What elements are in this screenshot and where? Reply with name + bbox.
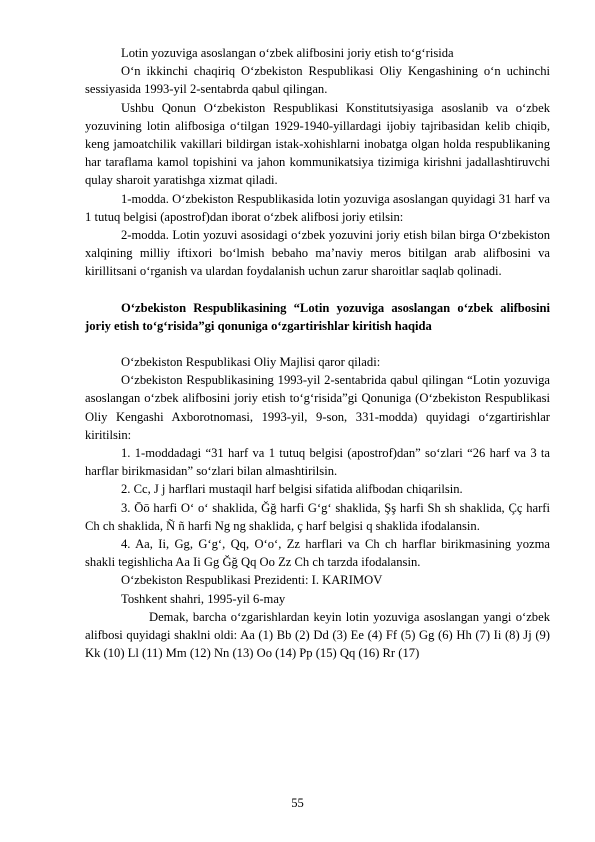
paragraph-article-1: 1-modda. O‘zbekiston Respublikasida lotin yozuviga asoslangan quyidagi 31 harf va 1 tutuq belgisi (apostrof)dan iborat o‘zbek alifbosi joriy etilsin: (85, 191, 550, 224)
signature-president: O‘zbekiston Respublikasi Prezidenti: I. KARIMOV (121, 573, 383, 588)
page-number: 55 (291, 796, 304, 810)
paragraph-new-alphabet: Demak, barcha o‘zgarishlardan keyin lotin yozuviga asoslangan yangi o‘zbek alifbosi quyidagi shaklni oldi: Aa (1) Bb (2) Dd (3) Ee (4) Ff (5) Gg (6) Hh (7) Ii (8) Jj (9) Kk (10) Ll (11) Mm (12) Nn (13) Oo (14) Pp (15) Qq (16) Rr (17) (85, 609, 550, 661)
paragraph-law-purpose: Ushbu Qonun O‘zbekiston Respublikasi Konstitutsiyasiga asoslanib va o‘zbek yozuvining lotin alifbosiga o‘tilgan 1929-1940-yillardagi ijobiy tajribasidan kelib chiqib, keng jamoatchilik vakillari bildirgan istak-xohishlarni inobatga olgan holda respublikaning har taraflama kamol topishini va jahon kommunikatsiya tizimiga kirishni jadallashtiruvchi qulay sharoit yaratishga xizmat qiladi. (85, 100, 550, 188)
paragraph-article-2: 2-modda. Lotin yozuvi asosidagi o‘zbek yozuvini joriy etish bilan birga O‘zbekiston xalqining milliy iftixori bo‘lmish bebaho ma’naviy meros bitilgan arab alifbosini va kirillitsani o‘rganish va ulardan foydalanish uchun zarur sharoitlar saqlab qolinadi. (85, 228, 550, 279)
document-page (85, 44, 550, 663)
signature-place-date: Toshkent shahri, 1995-yil 6-may (121, 591, 286, 606)
heading-law-title: Lotin yozuviga asoslangan o‘zbek alifbosini joriy etish to‘g‘risida (121, 46, 454, 60)
paragraph-amendment-2: 2. Cc, J j harflari mustaqil harf belgisi sifatida alifbodan chiqarilsin. (121, 482, 463, 497)
paragraph-adoption: O‘n ikkinchi chaqiriq O‘zbekiston Respublikasi Oliy Kengashining o‘n uchinchi sessiyasida 1993-yil 2-sentabrda qabul qilingan. (85, 64, 550, 97)
paragraph-amendment-4: 4. Aa, Ii, Gg, G‘g‘, Qq, O‘o‘, Zz harflari va Ch ch harflar birikmasining yozma shakli tegishlicha Aa Ii Gg Ğğ Qq Oo Zz Ch ch tarzda ifodalansin. (85, 537, 550, 570)
paragraph-amendment-3: 3. Ōō harfi O‘ o‘ shaklida, Ğğ harfi G‘g‘ shaklida, Şş harfi Sh sh shaklida, Çç harfi Ch ch shaklida, Ñ ñ harfi Ng ng shaklida, ҫ harf belgisi q shaklida ifodalansin. (85, 500, 550, 533)
paragraph-decree: O‘zbekiston Respublikasi Oliy Majlisi qaror qiladi: (121, 355, 381, 370)
paragraph-amendment-1: 1. 1-moddadagi “31 harf va 1 tutuq belgisi (apostrof)dan” so‘zlari “26 harf va 3 ta harflar birikmasidan” so‘zlari bilan almashtirilsin. (85, 446, 550, 479)
heading-amendment-title: O‘zbekiston Respublikasining “Lotin yozuviga asoslangan o‘zbek alifbosini joriy etish to‘g‘risida”gi qonuniga o‘zgartirishlar kiritish haqida (85, 300, 550, 333)
paragraph-amendments-intro: O‘zbekiston Respublikasining 1993-yil 2-sentabrida qabul qilingan “Lotin yozuviga asoslangan o‘zbek alifbosini joriy etish to‘g‘risida”gi Qonuniga (O‘zbekiston Respublikasi Oliy Kengashi Axborotnomasi, 1993-yil, 9-son, 331-modda) quyidagi o‘zgartirishlar kiritilsin: (85, 373, 550, 442)
